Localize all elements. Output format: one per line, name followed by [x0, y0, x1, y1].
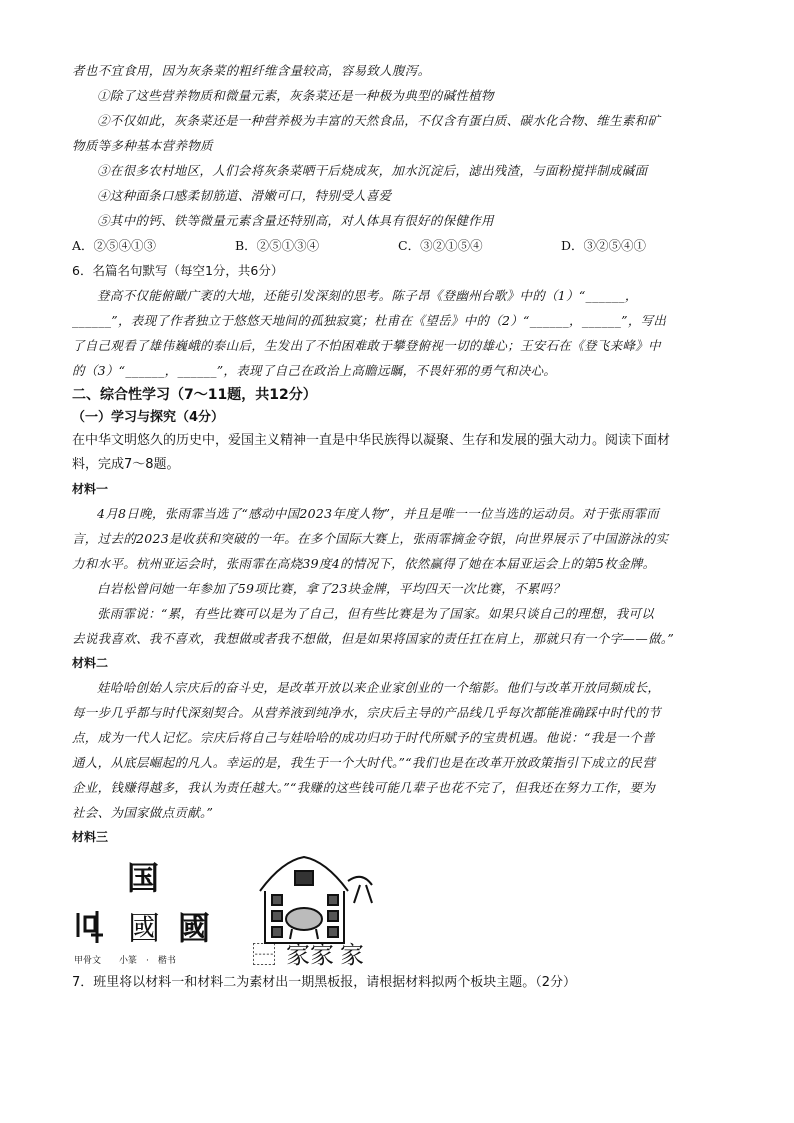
m1-line-4: 白岩松曾问她一年参加了59项比赛，拿了23块金牌，平均四天一次比赛，不累吗？	[97, 581, 566, 596]
jia-char-final: 家	[340, 941, 364, 969]
seal-guo-char: 國	[128, 909, 161, 947]
material-3-label: 材料三	[72, 830, 109, 844]
jia-evolution-series: ⿱	[252, 941, 276, 969]
q6-line-3: 了自己观看了雄伟巍峨的泰山后，生发出了不怕困难敢于攀登俯视一切的雄心；王安石在《登飞来峰》中	[72, 338, 661, 353]
subsection-title: （一）学习与探究（4分）	[72, 410, 225, 425]
q7-text: 7．班里将以材料一和材料二为素材出一期黑板报，请根据材料拟两个板块主题。（2分）	[72, 975, 577, 990]
jia-chars: 家家	[286, 941, 334, 969]
m1-line-2: 言，过去的2023是收获和突破的一年。在多个国际大赛上，张雨霏摘金夺银，向世界展示了中国游泳的实	[72, 531, 669, 546]
section-2-title: 二、综合性学习（7～11题，共12分）	[72, 387, 317, 403]
house-pig-drawing	[260, 857, 372, 943]
exam-page	[72, 58, 724, 995]
q5-sentence-3: ③在很多农村地区，人们会将灰条菜晒干后烧成灰，加水沉淀后，滤出残渣，与面粉搅拌制成碱面	[97, 163, 648, 178]
m2-line-5: 企业，钱赚得越多，我认为责任越大。”“我赚的这些钱可能几辈子也花不完了，但我还在努力工作，要为	[72, 780, 656, 795]
m1-line-3: 力和水平。杭州亚运会时，张雨霏在高烧39度4的情况下，依然赢得了她在本届亚运会上的第5枚金牌。	[72, 556, 656, 571]
option-b: B．②⑤①③④	[235, 238, 320, 253]
material-3-figure	[72, 851, 724, 969]
q5-sentence-5: ⑤其中的钙、铁等微量元素含量还特别高，对人体具有很好的保健作用	[97, 213, 494, 228]
character-evolution-image	[72, 851, 402, 969]
guo-top-char: 国	[127, 859, 160, 897]
m2-line-3: 点，成为一代人记忆。宗庆后将自己与娃哈哈的成功归功于时代所赋予的宝贵机遇。他说：“我是一个普	[72, 730, 655, 745]
intro-line-2: 料，完成7～8题。	[72, 457, 180, 472]
script-caption: 甲骨文 小篆 · 楷书	[74, 956, 176, 966]
m1-line-5: 张雨霏说：“累，有些比赛可以是为了自己，但有些比赛是为了国家。如果只谈自己的理想，我可以	[97, 606, 655, 621]
intro-line-1: 在中华文明悠久的历史中，爱国主义精神一直是中华民族得以凝聚、生存和发展的强大动力。阅读下面材	[72, 433, 671, 448]
option-c: C．③②①⑤④	[398, 238, 483, 253]
q6-title: 6．名篇名句默写（每空1分，共6分）	[72, 263, 284, 278]
kai-guo-char: 國	[178, 909, 211, 947]
q6-line-2: ______”，表现了作者独立于悠悠天地间的孤独寂寞；杜甫在《望岳》中的（2）“______，______”，写出	[72, 313, 667, 328]
m1-line-1: 4月8日晚，张雨霏当选了“感动中国2023年度人物”，并且是唯一一位当选的运动员。对于张雨霏而	[97, 506, 660, 521]
q5-sentence-2b: 物质等多种基本营养物质	[72, 138, 213, 153]
m2-line-4: 通人，从底层崛起的凡人。幸运的是，我生于一个大时代。”“我们也是在改革开放政策指引下成立的民营	[72, 755, 656, 770]
q6-line-1: 登高不仅能俯瞰广袤的大地，还能引发深刻的思考。陈子昂《登幽州台歌》中的（1）“______，	[97, 288, 638, 303]
material-1-label: 材料一	[72, 482, 109, 496]
option-a: A．②⑤④①③	[72, 238, 157, 253]
material-2-label: 材料二	[72, 656, 109, 670]
oracle-guo-glyph	[78, 911, 103, 943]
m2-line-1: 娃哈哈创始人宗庆后的奋斗史，是改革开放以来企业家创业的一个缩影。他们与改革开放同频成长，	[97, 680, 661, 695]
m1-line-6: 去说我喜欢、我不喜欢，我想做或者我不想做，但是如果将国家的责任扛在肩上，那就只有一个字——做。”	[72, 631, 675, 646]
m2-line-6: 社会、为国家做点贡献。”	[72, 805, 214, 820]
option-d: D．③②⑤④①	[561, 238, 647, 253]
q5-options	[72, 233, 724, 258]
m2-line-2: 每一步几乎都与时代深刻契合。从营养液到纯净水，宗庆后主导的产品线几乎每次都能准确踩中时代的节	[72, 705, 661, 720]
q5-sentence-1: ①除了这些营养物质和微量元素，灰条菜还是一种极为典型的碱性植物	[97, 88, 494, 103]
q5-sentence-2a: ②不仅如此，灰条菜还是一种营养极为丰富的天然食品，不仅含有蛋白质、碳水化合物、维生素和矿	[97, 113, 661, 128]
q5-sentence-4: ④这种面条口感柔韧筋道、滑嫩可口，特别受人喜爱	[97, 188, 392, 203]
q5-lead-line: 者也不宜食用，因为灰条菜的粗纤维含量较高，容易致人腹泻。	[72, 63, 431, 78]
q6-line-4: 的（3）“______，______”，表现了自己在政治上高瞻远瞩，不畏奸邪的勇气和决心。	[72, 363, 557, 378]
